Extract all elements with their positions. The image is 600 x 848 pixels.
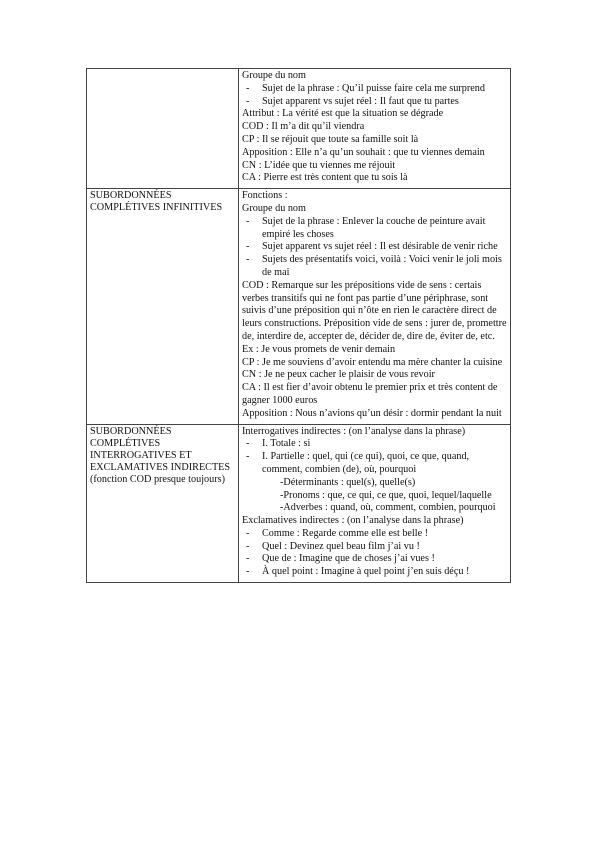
bullet-text: À quel point : Imagine à quel point j’en suis déçu ! <box>262 566 470 578</box>
bullet-item <box>242 566 507 579</box>
table-row <box>87 69 511 189</box>
bullet-text: Sujet de la phrase : Qu’il puisse faire cela me surprend <box>262 82 485 94</box>
dash-bullet-icon: - <box>246 438 250 450</box>
bullet-item <box>242 241 507 254</box>
bullet-text: Comme : Regarde comme elle est belle ! <box>262 527 429 539</box>
content-cell <box>239 189 511 424</box>
category-cell <box>87 69 239 189</box>
bullet-item <box>242 83 507 96</box>
content-line: COD : Il m’a dit qu’il viendra <box>242 121 365 133</box>
bullet-text: Sujet apparent vs sujet réel : Il faut que tu partes <box>262 95 459 107</box>
content-line: COD : Remarque sur les prépositions vide de sens : certais verbes transitifs qui ne font pas partie d’une périphrase, sont suivis d’une préposition qui n’ôte en rien le caractère direct de leurs constructions. Préposition vide de sens : jurer de, promettre de, interdire de, accepter de, décider de, dire de, éviter de, etc. Ex : Je vous promets de venir demain <box>242 279 507 355</box>
bullet-text: I. Totale : si <box>262 438 311 450</box>
content-line: CN : L’idée que tu viennes me réjouit <box>242 159 396 171</box>
category-title: SUBORDONNÉES COMPLÉTIVES INTERROGATIVES ET EXCLAMATIVES INDIRECTES <box>90 425 231 473</box>
content-line: Interrogatives indirectes : (on l’analyse dans la phrase) <box>242 425 466 437</box>
category-title: SUBORDONNÉES COMPLÉTIVES INFINITIVES <box>90 190 223 214</box>
content-cell <box>239 424 511 583</box>
dash-bullet-icon: - <box>246 241 250 253</box>
bullet-item <box>242 553 507 566</box>
content-line: Apposition : Elle n’a qu’un souhait : que tu viennes demain <box>242 146 485 158</box>
category-note: (fonction COD presque toujours) <box>90 473 225 485</box>
bullet-text: Sujet apparent vs sujet réel : Il est désirable de venir riche <box>262 241 498 253</box>
bullet-text: Que de : Imagine que de choses j’ai vues ! <box>262 553 435 565</box>
content-line: Groupe du nom <box>242 70 306 81</box>
content-cell <box>239 69 511 189</box>
dash-bullet-icon: - <box>246 553 250 565</box>
content-line: Attribut : La vérité est que la situation se dégrade <box>242 108 444 120</box>
dash-bullet-icon: - <box>246 82 250 94</box>
bullet-item <box>242 438 507 451</box>
sub-item: -Pronoms : que, ce qui, ce que, quoi, lequel/laquelle <box>280 489 492 501</box>
content-line: CP : Je me souviens d’avoir entendu ma mère chanter la cuisine <box>242 356 503 368</box>
content-line: Fonctions : <box>242 190 288 202</box>
content-line: CP : Il se réjouit que toute sa famille soit là <box>242 133 419 145</box>
dash-bullet-icon: - <box>246 254 250 266</box>
bullet-item <box>242 254 507 280</box>
category-cell <box>87 424 239 583</box>
bullet-item <box>242 528 507 541</box>
dash-bullet-icon: - <box>246 215 250 227</box>
content-line: Apposition : Nous n’avions qu’un désir : dormir pendant la nuit <box>242 407 502 419</box>
bullet-text: Quel : Devinez quel beau film j’ai vu ! <box>262 540 420 552</box>
dash-bullet-icon: - <box>246 527 250 539</box>
content-line: CA : Pierre est très content que tu sois là <box>242 172 408 184</box>
table-row <box>87 424 511 583</box>
bullet-item <box>242 541 507 554</box>
category-cell <box>87 189 239 424</box>
table-row <box>87 189 511 424</box>
dash-bullet-icon: - <box>246 540 250 552</box>
bullet-item <box>242 216 507 242</box>
dash-bullet-icon: - <box>246 451 250 463</box>
sub-item: -Adverbes : quand, où, comment, combien, pourquoi <box>280 502 496 514</box>
dash-bullet-icon: - <box>246 95 250 107</box>
bullet-text: Sujet de la phrase : Enlever la couche de peinture avait empiré les choses <box>262 215 486 240</box>
grammar-table <box>86 68 511 583</box>
content-line: CN : Je ne peux cacher le plaisir de vous revoir <box>242 369 435 381</box>
content-line: CA : Il est fier d’avoir obtenu le premier prix et très content de gagner 1000 euros <box>242 382 498 406</box>
sub-item: -Déterminants : quel(s), quelle(s) <box>280 476 416 488</box>
bullet-text: Sujets des présentatifs voici, voilà : Voici venir le joli mois de mai <box>262 254 502 278</box>
bullet-item <box>242 96 507 109</box>
content-line: Groupe du nom <box>242 202 306 214</box>
dash-bullet-icon: - <box>246 566 250 578</box>
bullet-item <box>242 451 507 477</box>
content-line: Exclamatives indirectes : (on l’analyse dans la phrase) <box>242 515 464 527</box>
bullet-text: I. Partielle : quel, qui (ce qui), quoi, ce que, quand, comment, combien (de), où, pourquoi <box>262 451 470 475</box>
